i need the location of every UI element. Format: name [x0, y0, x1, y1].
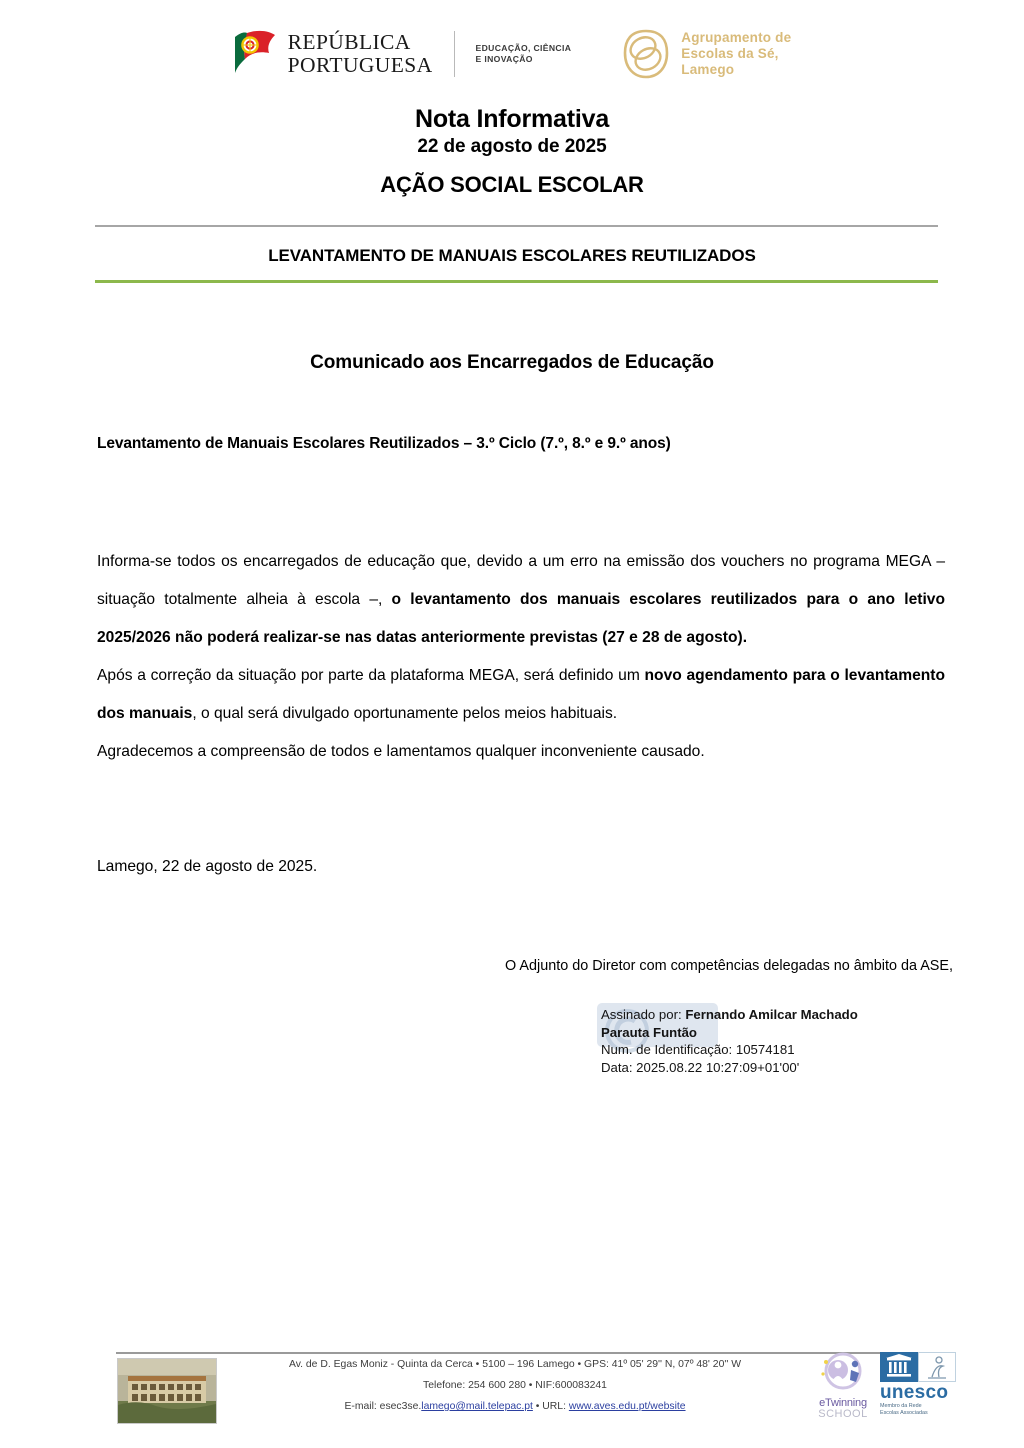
unesco-subtitle-2: Escolas Associadas: [880, 1409, 928, 1416]
etwinning-school-logo: [812, 1352, 874, 1420]
footer-logos: [812, 1352, 962, 1432]
paragraph-2-plain-b: , o qual será divulgado oportunamente pelos meios habituais.: [192, 705, 618, 722]
paragraph-2: [97, 657, 945, 733]
header-logo-bar: [0, 18, 1024, 90]
divider-green: [95, 280, 938, 283]
agrupamento-line-2: Escolas da Sé,: [681, 46, 779, 61]
digital-signature-block: [597, 1003, 880, 1080]
footer-phone: Telefone: 254 600 280 • NIF:600083241: [423, 1380, 607, 1391]
republic-line-2: PORTUGUESA: [287, 53, 433, 77]
unesco-emblem-icon: [880, 1352, 958, 1382]
ministry-line-2: E INOVAÇÃO: [475, 54, 533, 64]
ministry-wordmark: [476, 43, 572, 66]
document-title-block: [0, 104, 1024, 202]
divider-gray: [95, 225, 938, 227]
paragraph-1-bold: o levantamento dos manuais escolares reutilizados para o ano letivo 2025/2026 não poderá realizar-se nas datas anteriormente previstas (27 e 28 de agosto).: [97, 591, 945, 646]
body-text: [97, 543, 945, 771]
signature-label: Assinado por:: [601, 1007, 682, 1022]
footer-contact-line: [230, 1396, 800, 1417]
unesco-logo: [880, 1352, 958, 1416]
paragraph-2-plain-a: Após a correção da situação por parte da plataforma MEGA, será definido um: [97, 667, 645, 684]
agrupamento-wordmark: [681, 30, 791, 78]
agrupamento-swirl-icon: [621, 28, 671, 80]
republic-line-1: REPÚBLICA: [287, 30, 411, 54]
unesco-figure-icon: [918, 1352, 956, 1382]
etwinning-label: eTwinning: [819, 1397, 867, 1409]
footer-address: Av. de D. Egas Moniz - Quinta da Cerca • 5100 – 196 Lamego • GPS: 41º 05' 29'' N, 07º 48' 20'' W: [288, 1359, 742, 1370]
unesco-subtitle-1: Membro da Rede: [880, 1403, 922, 1409]
etwinning-school-label: SCHOOL: [818, 1408, 868, 1420]
document-department: AÇÃO SOCIAL ESCOLAR: [380, 172, 644, 197]
signature-name: Fernando Amilcar Machado Parauta Funtão: [601, 1007, 858, 1040]
document-date: 22 de agosto de 2025: [417, 136, 607, 157]
agrupamento-line-1: Agrupamento de: [681, 30, 792, 45]
agrupamento-line-3: Lamego: [681, 62, 735, 77]
republica-portuguesa-wordmark: [288, 31, 433, 77]
school-building-photo: [117, 1358, 217, 1424]
paragraph-2-bold: novo agendamento para o levantamento dos manuais: [97, 667, 945, 722]
unesco-temple-icon: [880, 1352, 918, 1382]
ministry-line-1: EDUCAÇÃO, CIÊNCIA: [475, 42, 572, 53]
paragraph-1: [97, 543, 945, 657]
footer-email-link[interactable]: lamego@mail.telepac.pt: [421, 1401, 533, 1412]
place-and-date: Lamego, 22 de agosto de 2025.: [97, 858, 318, 875]
portugal-flag-icon: [233, 29, 277, 79]
footer-website-link[interactable]: www.aves.edu.pt/website: [568, 1401, 686, 1412]
signer-role: O Adjunto do Diretor com competências delegadas no âmbito da ASE,: [505, 958, 953, 974]
paragraph-1-plain: Informa-se todos os encarregados de educação que, devido a um erro na emissão dos vouchers no programa MEGA – situação totalmente alheia à escola –,: [97, 553, 945, 608]
agrupamento-escolas-logo: [621, 28, 791, 80]
paragraph-3: Agradecemos a compreensão de todos e lamentamos qualquer inconveniente causado.: [97, 743, 705, 760]
logo-divider: [454, 31, 455, 77]
footer-contact-info: [230, 1354, 800, 1417]
signature-timestamp: Data: 2025.08.22 10:27:09+01'00': [601, 1059, 800, 1075]
footer-url-prefix: • URL:: [532, 1401, 569, 1412]
body-subheading: Levantamento de Manuais Escolares Reutilizados – 3.º Ciclo (7.º, 8.º e 9.º anos): [97, 435, 671, 452]
footer-email-prefix: E-mail: esec3se.: [344, 1401, 422, 1412]
body-heading: Comunicado aos Encarregados de Educação: [310, 352, 714, 373]
republica-portuguesa-logo: [233, 29, 433, 79]
unesco-wordmark: unesco: [880, 1382, 949, 1403]
page-title: Nota Informativa: [414, 105, 610, 133]
document-subject: LEVANTAMENTO DE MANUAIS ESCOLARES REUTILIZADOS: [268, 246, 756, 265]
signature-identification: Num. de Identificação: 10574181: [601, 1042, 795, 1057]
